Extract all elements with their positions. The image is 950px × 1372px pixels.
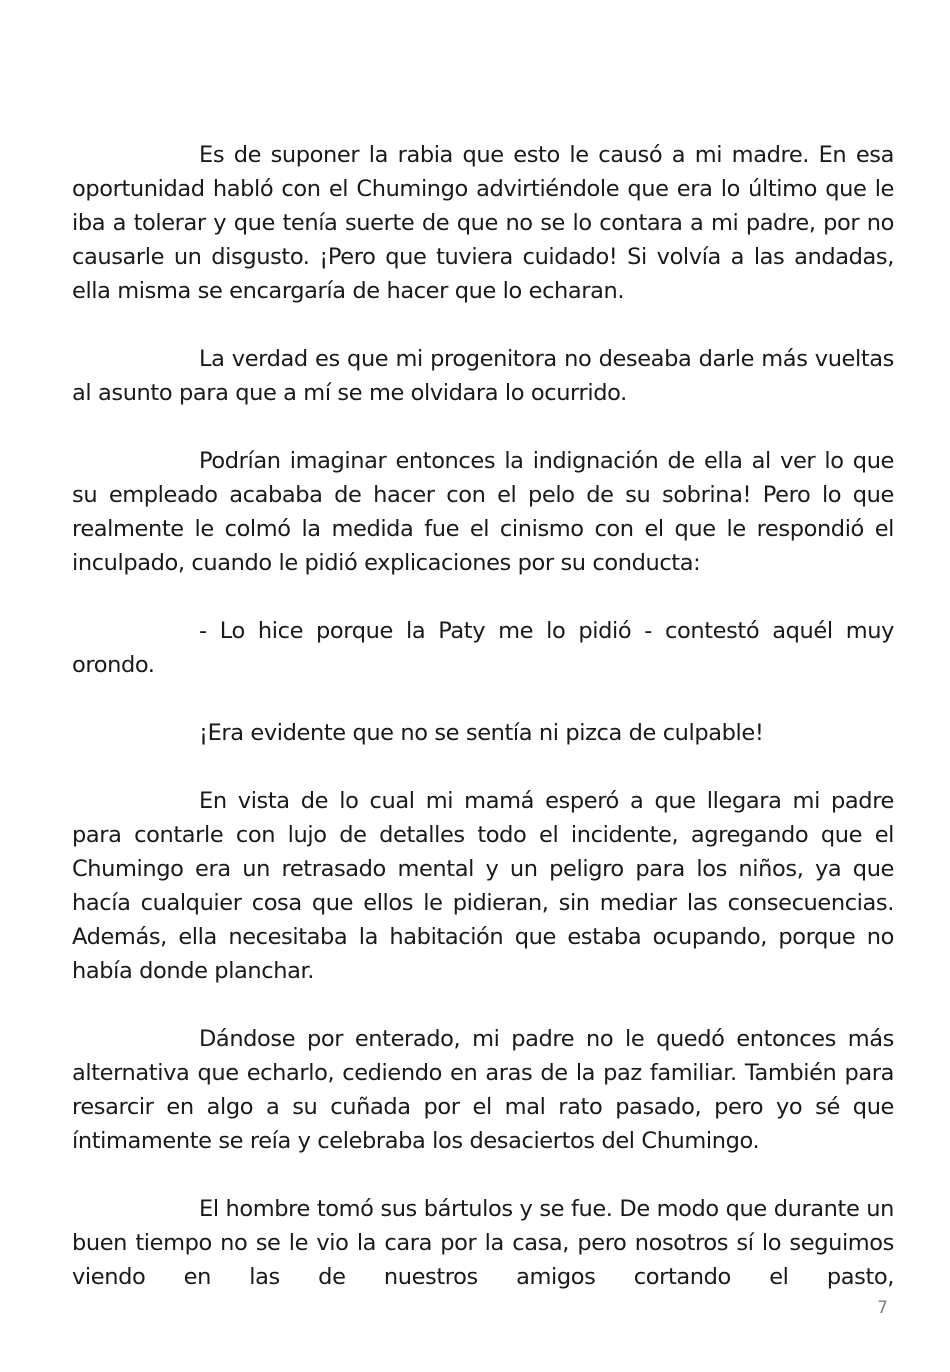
paragraph-3: Podrían imaginar entonces la indignación de ella al ver lo que su empleado acababa de hacer con el pelo de su sobrina! Pero lo que realmente le colmó la medida fue el cinismo con el que le respondió el inculpado, cuando le pidió explicaciones por su conducta: <box>72 448 894 576</box>
paragraph-4: - Lo hice porque la Paty me lo pidió - contestó aquél muy orondo. <box>72 618 894 678</box>
body-text <box>72 138 894 1294</box>
paragraph-6: En vista de lo cual mi mamá esperó a que llegara mi padre para contarle con lujo de detalles todo el incidente, agregando que el Chumingo era un retrasado mental y un peligro para los niños, ya que hacía cualquier cosa que ellos le pidieran, sin mediar las consecuencias. Además, ella necesitaba la habitación que estaba ocupando, porque no había donde planchar. <box>72 788 894 984</box>
paragraph-7: Dándose por enterado, mi padre no le quedó entonces más alternativa que echarlo, cediendo en aras de la paz familiar. También para resarcir en algo a su cuñada por el mal rato pasado, pero yo sé que íntimamente se reía y celebraba los desaciertos del Chumingo. <box>72 1026 894 1154</box>
paragraph-8: El hombre tomó sus bártulos y se fue. De modo que durante un buen tiempo no se le vio la cara por la casa, pero nosotros sí lo seguimos viendo en las de nuestros amigos cortando el pasto, <box>72 1196 894 1290</box>
paragraph-5: ¡Era evidente que no se sentía ni pizca de culpable! <box>199 720 764 746</box>
page-number: 7 <box>877 1298 888 1318</box>
paragraph-2: La verdad es que mi progenitora no deseaba darle más vueltas al asunto para que a mí se me olvidara lo ocurrido. <box>72 346 894 406</box>
paragraph-1: Es de suponer la rabia que esto le causó a mi madre. En esa oportunidad habló con el Chumingo advirtiéndole que era lo último que le iba a tolerar y que tenía suerte de que no se lo contara a mi padre, por no causarle un disgusto. ¡Pero que tuviera cuidado! Si volvía a las andadas, ella misma se encargaría de hacer que lo echaran. <box>72 142 894 304</box>
